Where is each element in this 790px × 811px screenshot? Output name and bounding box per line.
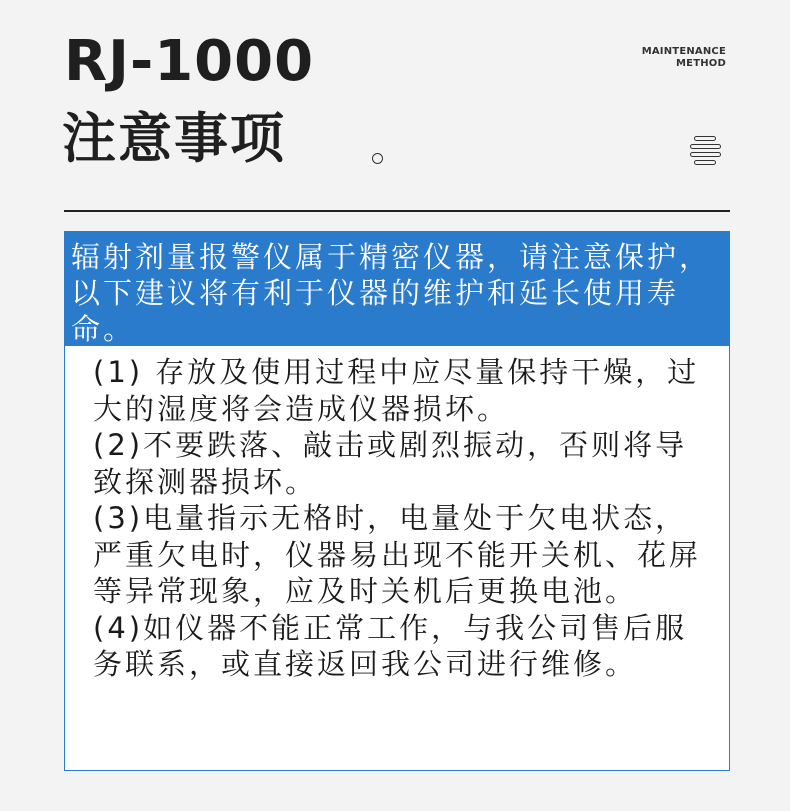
page-title: 注意事项 (62, 107, 286, 170)
circle-dot-icon (372, 153, 383, 164)
list-item: (3)电量指示无格时，电量处于欠电状态，严重欠电时，仪器易出现不能开关机、花屏等异常现象，应及时关机后更换电池。 (93, 501, 702, 608)
section-tag (642, 46, 726, 70)
list-item: (1) 存放及使用过程中应尽量保持干燥，过大的湿度将会造成仪器损坏。 (93, 355, 700, 426)
tag-line-1: MAINTENANCE (641, 46, 726, 57)
model-title: RJ-1000 (64, 29, 315, 94)
tag-line-2: METHOD (676, 58, 726, 69)
notice-panel (64, 231, 730, 771)
divider (64, 210, 730, 212)
list-item: (4)如仪器不能正常工作，与我公司售后服务联系，或直接返回我公司进行维修。 (93, 610, 688, 681)
menu-lines-icon (690, 136, 723, 166)
list-item: (2)不要跌落、敲击或剧烈振动，否则将导致探测器损坏。 (93, 428, 688, 499)
notice-list (65, 346, 729, 683)
notice-intro: 辐射剂量报警仪属于精密仪器，请注意保护，以下建议将有利于仪器的维护和延长使用寿命。 (65, 232, 729, 346)
